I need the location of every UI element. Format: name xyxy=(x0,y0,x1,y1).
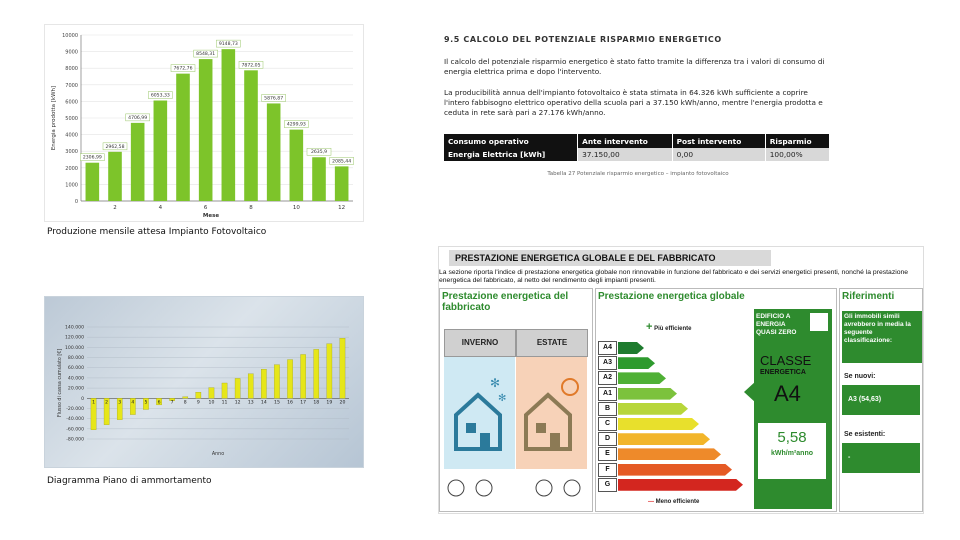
least-efficient-text: Meno efficiente xyxy=(655,499,700,505)
x-tick-label: 3 xyxy=(118,400,122,406)
bar xyxy=(154,101,168,201)
most-efficient-text: Più efficiente xyxy=(654,326,692,332)
existing-buildings-label: Se esistenti: xyxy=(844,431,886,438)
bar xyxy=(235,378,240,398)
energy-class-bar xyxy=(618,388,677,400)
y-tick-label: 5000 xyxy=(65,116,78,122)
table-cell: Energia Elettrica [kWh] xyxy=(444,148,578,161)
y-tick-label: 3000 xyxy=(65,149,78,156)
class-badge xyxy=(754,309,832,509)
smiley-icons xyxy=(444,469,586,507)
paragraph-2: La producibilità annua dell'impianto fotovoltaico è stata stimata in 64.326 kWh sufficiente a coprire l'intero fabbisogno elettrico operativo della scuola pari a 37.150 kWh/anno, mentre l'energia prodotta e ceduta in rete sarà pari a 27.176 kWh/anno. xyxy=(444,88,823,117)
bar xyxy=(312,157,326,201)
energy-class-label: C xyxy=(598,417,617,431)
data-label: 7672,76 xyxy=(173,66,193,72)
class-pointer-arrow xyxy=(744,381,756,403)
data-label: 7872,05 xyxy=(241,63,261,69)
existing-buildings-value: - xyxy=(842,443,920,473)
bar xyxy=(287,360,292,399)
data-label: 2635,9 xyxy=(310,150,328,156)
x-tick-label: 2 xyxy=(113,205,117,211)
bar xyxy=(183,397,188,399)
performance-intro: La sezione riporta l'indice di prestazione energetica globale non rinnovabile in funzione del fabbricato e dei servizi energetici presenti, nonché la prestazione energetica del fabbricato, al netto del rendimento degli impianti presenti. xyxy=(439,269,909,284)
bar xyxy=(335,166,349,201)
x-tick-label: 6 xyxy=(203,205,208,211)
y-tick-label: 4000 xyxy=(65,132,78,139)
references-box xyxy=(839,288,923,512)
energy-class-bar xyxy=(618,357,655,369)
monthly-production-svg xyxy=(45,25,363,221)
y-tick-label: 40.000 xyxy=(67,376,84,382)
energy-saving-section xyxy=(444,30,832,178)
energy-class-bar xyxy=(618,403,688,415)
x-tick-label: 9 xyxy=(196,400,200,406)
amortization-caption: Diagramma Piano di ammortamento xyxy=(47,476,212,486)
y-tick-label: 2000 xyxy=(65,165,78,172)
y-axis-label: Energia prodotta [kWh] xyxy=(51,85,57,151)
x-tick-label: 14 xyxy=(260,400,267,406)
x-tick-label: 11 xyxy=(221,400,228,406)
x-tick-label: 10 xyxy=(208,400,215,406)
bar xyxy=(314,349,319,398)
energetica-label: ENERGETICA xyxy=(760,369,806,376)
table-header: Ante intervento xyxy=(578,134,673,148)
data-label: 9148,73 xyxy=(218,42,238,48)
energy-class-bar xyxy=(618,433,710,445)
table-header: Consumo operativo xyxy=(444,134,578,148)
winter-panel xyxy=(444,357,515,469)
energy-class-label: A4 xyxy=(598,341,617,355)
class-label: CLASSE xyxy=(760,353,812,368)
y-tick-label: 6000 xyxy=(65,99,78,106)
y-tick-label: 0 xyxy=(81,396,84,402)
x-tick-label: 15 xyxy=(274,400,280,406)
energy-class-label: E xyxy=(598,447,617,461)
y-tick-label: 20.000 xyxy=(67,386,84,392)
bar xyxy=(199,59,213,201)
y-tick-label: 8000 xyxy=(65,66,78,73)
x-tick-label: 12 xyxy=(338,205,346,211)
performance-header: PRESTAZIONE ENERGETICA GLOBALE E DEL FABBRICATO xyxy=(449,250,771,266)
y-tick-label: 0 xyxy=(74,199,78,205)
x-tick-label: 6 xyxy=(157,400,161,406)
winter-house-icon xyxy=(444,357,515,469)
global-performance-title: Prestazione energetica globale xyxy=(598,291,745,302)
y-tick-label: 9000 xyxy=(65,49,78,56)
data-label: 8548,31 xyxy=(196,52,216,58)
building-performance-title: Prestazione energetica del fabbricato xyxy=(442,291,569,313)
x-tick-label: 8 xyxy=(183,400,187,406)
x-tick-label: 7 xyxy=(170,400,174,406)
summer-label: ESTATE xyxy=(516,329,588,357)
building-performance-box xyxy=(439,288,593,512)
y-tick-label: 1000 xyxy=(65,182,78,189)
bar xyxy=(267,103,281,201)
y-tick-label: 80.000 xyxy=(67,356,84,362)
table-caption: Tabella 27 Potenziale risparmio energetico – impianto fotovoltaico xyxy=(547,171,729,177)
energy-class-bar xyxy=(618,372,666,384)
y-tick-label: 7000 xyxy=(65,82,78,89)
amortization-svg xyxy=(45,297,363,467)
x-tick-label: 12 xyxy=(234,400,241,406)
x-tick-label: 4 xyxy=(158,205,163,211)
energy-class-label: D xyxy=(598,432,617,446)
energy-class-label: A1 xyxy=(598,387,617,401)
winter-label: INVERNO xyxy=(444,329,516,357)
y-tick-label: 10000 xyxy=(62,33,78,39)
y-tick-label: 60.000 xyxy=(67,366,84,372)
energy-class-bar xyxy=(618,448,721,460)
bar xyxy=(261,369,266,398)
energy-class-label: A2 xyxy=(598,371,617,385)
data-label: 2085,44 xyxy=(332,159,352,165)
least-efficient-label: — Meno efficiente xyxy=(648,499,700,505)
x-tick-label: 19 xyxy=(326,400,333,406)
energy-class-label: F xyxy=(598,463,617,477)
bar xyxy=(131,123,145,201)
table-cell: 100,00% xyxy=(765,148,829,161)
x-tick-label: 2 xyxy=(105,400,109,406)
y-tick-label: -80.000 xyxy=(66,437,84,443)
x-tick-label: 10 xyxy=(292,205,300,211)
x-axis-label: Mese xyxy=(202,213,220,219)
bar xyxy=(222,49,236,201)
data-label: 4706,99 xyxy=(128,115,148,121)
y-tick-label: -60.000 xyxy=(66,427,84,433)
smiley-row xyxy=(444,469,586,507)
y-axis-label: Flusso di cassa cumulato [€] xyxy=(58,348,63,418)
x-tick-label: 5 xyxy=(144,400,148,406)
bar xyxy=(176,74,190,201)
bar xyxy=(290,130,304,201)
data-label: 5876,87 xyxy=(264,96,284,102)
bar xyxy=(86,163,100,201)
x-tick-label: 8 xyxy=(249,205,253,211)
bar xyxy=(274,365,279,399)
y-tick-label: 100.000 xyxy=(65,345,84,351)
summer-panel xyxy=(516,357,587,469)
x-tick-label: 4 xyxy=(131,400,135,406)
energy-class-bar xyxy=(618,464,732,476)
table-cell: 0,00 xyxy=(672,148,765,161)
energy-class-bar xyxy=(618,479,743,491)
table-header: Risparmio xyxy=(765,134,829,148)
svg-text:✻: ✻ xyxy=(490,376,501,390)
x-tick-label: 16 xyxy=(287,400,293,406)
y-tick-label: -40.000 xyxy=(66,417,84,423)
energy-class-label: A3 xyxy=(598,356,617,370)
bar xyxy=(301,354,306,398)
most-efficient-label: + Più efficiente xyxy=(646,321,692,333)
x-tick-label: 13 xyxy=(247,400,254,406)
nzeb-checkbox xyxy=(810,313,828,331)
summer-house-icon xyxy=(516,357,587,469)
x-tick-label: 17 xyxy=(300,400,307,406)
monthly-production-chart xyxy=(44,24,364,222)
energy-class-label: B xyxy=(598,402,617,416)
bar xyxy=(222,383,227,398)
data-label: 6053,33 xyxy=(150,93,170,99)
bar xyxy=(196,392,201,398)
references-text: Gli immobili simili avrebbero in media la seguente classificazione: xyxy=(842,311,922,363)
amortization-chart xyxy=(44,296,364,468)
section-title: 9.5 CALCOLO DEL POTENZIALE RISPARMIO ENERGETICO xyxy=(444,35,722,44)
bar xyxy=(108,152,122,201)
global-performance-box xyxy=(595,288,837,512)
energy-value: 5,58 xyxy=(777,429,807,446)
monthly-production-caption: Produzione mensile attesa Impianto Fotovoltaico xyxy=(47,227,267,237)
bar xyxy=(209,388,214,399)
bar xyxy=(340,338,345,398)
class-value: A4 xyxy=(774,381,801,406)
table-header: Post intervento xyxy=(672,134,765,148)
energy-unit: kWh/m²anno xyxy=(771,450,813,457)
nzeb-label: EDIFICIO A ENERGIA QUASI ZERO xyxy=(756,313,797,336)
energy-class-label: G xyxy=(598,478,617,492)
energy-class-bar xyxy=(618,342,644,354)
y-tick-label: 140.000 xyxy=(65,325,84,331)
new-buildings-value: A3 (54,63) xyxy=(842,385,920,415)
savings-table xyxy=(444,134,830,161)
table-cell: 37.150,00 xyxy=(578,148,673,161)
paragraph-1: Il calcolo del potenziale risparmio energetico è stato fatto tramite la differenza tra i valori di consumo di energia elettrica prima e dopo l'intervento. xyxy=(444,57,825,76)
x-tick-label: 18 xyxy=(313,400,320,406)
bar xyxy=(244,70,258,201)
new-buildings-label: Se nuovi: xyxy=(844,373,876,380)
x-axis-label: Anno xyxy=(211,452,225,457)
y-tick-label: 120.000 xyxy=(65,335,84,341)
bar xyxy=(248,374,253,398)
references-title: Riferimenti xyxy=(842,291,895,302)
table-header-row xyxy=(444,134,830,148)
bar xyxy=(327,344,332,398)
value-box xyxy=(758,423,826,479)
data-label: 4299,93 xyxy=(286,122,306,128)
x-tick-label: 20 xyxy=(339,400,346,406)
svg-text:✻: ✻ xyxy=(498,393,507,404)
energy-class-bar xyxy=(618,418,699,430)
y-tick-label: -20.000 xyxy=(66,406,84,412)
data-label: 2306,99 xyxy=(82,155,102,161)
x-tick-label: 1 xyxy=(92,400,96,406)
table-row xyxy=(444,148,830,161)
energy-performance-label xyxy=(438,246,924,514)
data-label: 2962,58 xyxy=(105,144,125,150)
